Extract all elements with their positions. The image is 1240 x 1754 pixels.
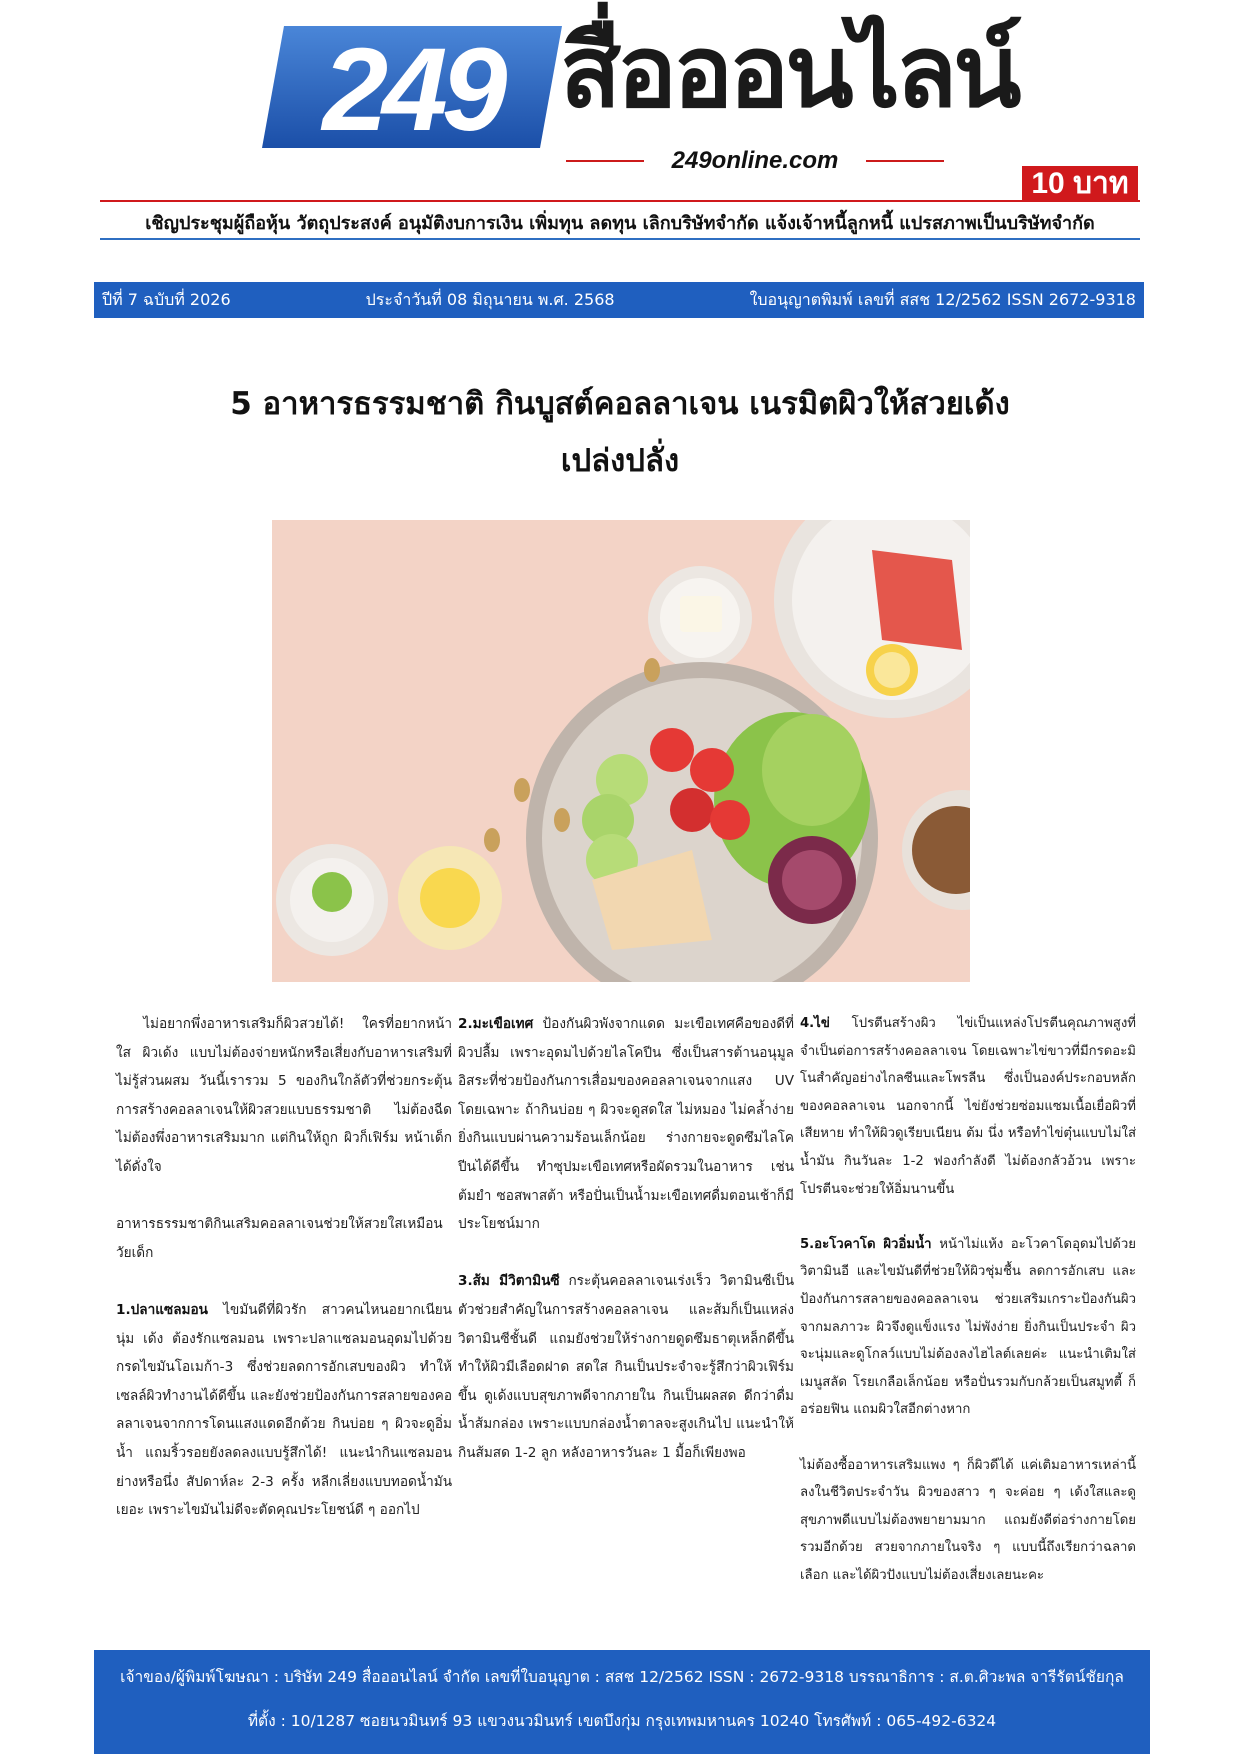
logo-number-text: 249 <box>322 26 502 148</box>
item-2-text: ป้องกันผิวพังจากแดด มะเขือเทศคือของดีที่ผิวปลื้ม เพราะอุดมไปด้วยไลโคปีน ซึ่งเป็นสารต้านอนุมูลอิสระที่ช่วยป้องกันการเสื่อมของคอลลาเจนจากแสง UV โดยเฉพาะ ถ้ากินบ่อย ๆ ผิวจะดูสดใส ไม่หมอง ไม่คล้ำง่าย ยิ่งกินแบบผ่านความร้อนเล็กน้อย ร่างกายจะดูดซึมไลโคปีนได้ดีขึ้น ทำซุปมะเขือเทศหรือผัดรวมในอาหาร เช่น ต้มยำ ซอสพาสต้า หรือปั่นเป็นน้ำมะเขือเทศดื่มตอนเช้าก็มีประโยชน์มาก <box>458 1016 794 1233</box>
item-4 <box>800 1010 1136 1203</box>
price-badge: 10 บาท <box>1022 166 1138 202</box>
closing-paragraph: ไม่ต้องซื้ออาหารเสริมแพง ๆ ก็ผิวดีได้ แค่เติมอาหารเหล่านี้ลงในชีวิตประจำวัน ผิวของสาว ๆ จะค่อย ๆ เด้งใสและดูสุขภาพดีแบบไม่ต้องพยายามมาก แถมยังดีต่อร่างกายโดยรวมอีกด้วย สวยจากภายในจริง ๆ แบบนี้ถึงเรียกว่าฉลาดเลือก และได้ผิวปังแบบไม่ต้องเสี่ยงเลยนะคะ <box>800 1457 1136 1583</box>
item-1-text: ไขมันดีที่ผิวรัก สาวคนไหนอยากเนียน นุ่ม เด้ง ต้องรักแซลมอน เพราะปลาแซลมอนอุดมไปด้วยกรดไขมันโอเมก้า-3 ซึ่งช่วยลดการอักเสบของผิว ทำให้เซลล์ผิวทำงานได้ดีขึ้น และยังช่วยป้องกันการสลายของคอลลาเจนจากการโดนแสงแดดอีกด้วย กินบ่อย ๆ ผิวจะดูอิ่มน้ำ แถมริ้วรอยยังลดลงแบบรู้สึกได้! แนะนำกินแซลมอนย่างหรือนึ่ง สัปดาห์ละ 2-3 ครั้ง หลีกเลี่ยงแบบทอดน้ำมันเยอะ เพราะไขมันไม่ดีจะตัดคุณประโยชน์ดี ๆ ออกไป <box>116 1301 453 1519</box>
site-url: 249online.com <box>671 147 839 174</box>
food-bowl-photo <box>272 520 970 982</box>
footer-publisher: เจ้าของ/ผู้พิมพ์โฆษณา : บริษัท 249 สื่อออนไลน์ จำกัด เลขที่ใบอนุญาต : สสช 12/2562 ISSN : 2672-9318 บรรณาธิการ : ส.ต.ศิวะพล จารีรัตน์ชัยกุล <box>120 1668 1124 1686</box>
url-rule-right <box>866 160 944 162</box>
headline-line-1: 5 อาหารธรรมชาติ กินบูสต์คอลลาเจน เนรมิตผิวให้สวยเด้ง <box>230 386 1010 422</box>
item-5-text: หน้าไม่แห้ง อะโวคาโดอุดมไปด้วยวิตามินอี และไขมันดีที่ช่วยให้ผิวชุ่มชื้น ลดการอักเสบ และป้องกันการสลายของคอลลาเจน ช่วยเสริมเกราะป้องกันผิวจากมลภาวะ ผิวจึงดูแข็งแรง ไม่พังง่าย ยิ่งกินเป็นประจำ ผิวจะนุ่มและดูโกลว์แบบไม่ต้องลงไฮไลต์เลยค่ะ แนะนำเติมใส่เมนูสลัด โรยเกลือเล็กน้อย หรือปั่นรวมกับกล้วยเป็นสมูทตี้ ก็อร่อยฟิน แถมผิวใสอีกต่างหาก <box>800 1236 1136 1418</box>
footer-address: ที่ตั้ง : 10/1287 ซอยนวมินทร์ 93 แขวงนวมินทร์ เขตบึงกุ่ม กรุงเทพมหานคร 10240 โทรศัพท์ : 065-492-6324 <box>247 1712 997 1730</box>
issue-date: ประจำวันที่ 08 มิถุนายน พ.ศ. 2568 <box>365 289 615 309</box>
url-rule-left <box>566 160 644 162</box>
item-5-title: 5.อะโวคาโด ผิวอิ่มน้ำ <box>800 1236 940 1252</box>
item-3-text: กระตุ้นคอลลาเจนเร่งเร็ว วิตามินซีเป็นตัวช่วยสำคัญในการสร้างคอลลาเจน และส้มก็เป็นแหล่งวิตามินซีชั้นดี แถมยังช่วยให้ร่างกายดูดซึมธาตุเหล็กดีขึ้น ทำให้ผิวมีเลือดฝาด สดใส กินเป็นประจำจะรู้สึกว่าผิวเฟิร์มขึ้น ดูเด้งแบบสุขภาพดีจากภายใน กินเป็นผลสด ดีกว่าดื่มน้ำส้มกล่อง เพราะแบบกล่องน้ำตาลจะสูงเกินไป แนะนำให้กินส้มสด 1-2 ลูก หลังอาหารวันละ 1 มื้อก็เพียงพอ <box>458 1273 794 1461</box>
item-2-title: 2.มะเขือเทศ <box>458 1016 534 1032</box>
item-5 <box>800 1231 1136 1424</box>
item-3-title: 3.ส้ม มีวิตามินซี <box>458 1273 560 1290</box>
article-column-2 <box>458 1010 794 1496</box>
tagline: เชิญประชุมผู้ถือหุ้น วัตถุประสงค์ อนุมัติงบการเงิน เพิ่มทุน ลดทุน เลิกบริษัทจำกัด แจ้งเจ้าหนี้ลูกหนี้ แปรสภาพเป็นบริษัทจำกัด <box>145 213 1095 234</box>
article-column-3 <box>800 1010 1136 1617</box>
item-1-title: 1.ปลาแซลมอน <box>116 1301 208 1318</box>
issue-number: ปีที่ 7 ฉบับที่ 2026 <box>102 289 231 309</box>
item-4-text: โปรตีนสร้างผิว ไข่เป็นแหล่งโปรตีนคุณภาพสูงที่จำเป็นต่อการสร้างคอลลาเจน โดยเฉพาะไข่ขาวที่มีกรดอะมิโนสำคัญอย่างไกลซีนและโพรลีน ซึ่งเป็นองค์ประกอบหลักของคอลลาเจน นอกจากนี้ ไข่ยังช่วยซ่อมแซมเนื้อเยื่อผิวที่เสียหาย ทำให้ผิวดูเรียบเนียน ต้ม นึ่ง หรือทำไข่ตุ๋นแบบไม่ใส่น้ำมัน กินวันละ 1-2 ฟองกำลังดี ไม่ต้องกลัวอ้วน เพราะโปรตีนจะช่วยให้อิ่มนานขึ้น <box>800 1016 1136 1197</box>
logo-249 <box>262 26 562 148</box>
article-headline <box>120 376 1120 490</box>
logo-thai: สื่อออนไลน์ <box>560 16 1018 128</box>
issue-info-bar <box>94 282 1144 318</box>
item-3 <box>458 1267 794 1467</box>
headline-line-2: เปล่งปลั่ง <box>560 443 680 479</box>
masthead-divider-red <box>100 200 1140 202</box>
footer-bar <box>94 1650 1150 1754</box>
masthead-divider-blue <box>100 238 1140 240</box>
subheading-paragraph: อาหารธรรมชาติกินเสริมคอลลาเจนช่วยให้สวยใสเหมือนวัยเด็ก <box>116 1216 443 1261</box>
article-column-1 <box>116 1010 452 1525</box>
item-2 <box>458 1010 794 1239</box>
intro-paragraph: ไม่อยากพึ่งอาหารเสริมก็ผิวสวยได้! ใครที่อยากหน้าใส ผิวเด้ง แบบไม่ต้องจ่ายหนักหรือเสี่ยงกับอาหารเสริมที่ไม่รู้ส่วนผสม วันนี้เรารวม 5 ของกินใกล้ตัวที่ช่วยกระตุ้นการสร้างคอลลาเจนให้ผิวสวยแบบธรรมชาติ ไม่ต้องฉีด ไม่ต้องพึ่งอาหารเสริมมาก แต่กินให้ถูก ผิวก็เฟิร์ม หน้าเด็กได้ดั่งใจ <box>116 1016 452 1175</box>
item-4-title: 4.ไข่ <box>800 1016 830 1031</box>
item-1 <box>116 1296 452 1525</box>
license-info: ใบอนุญาตพิมพ์ เลขที่ สสช 12/2562 ISSN 2672-9318 <box>749 289 1136 309</box>
